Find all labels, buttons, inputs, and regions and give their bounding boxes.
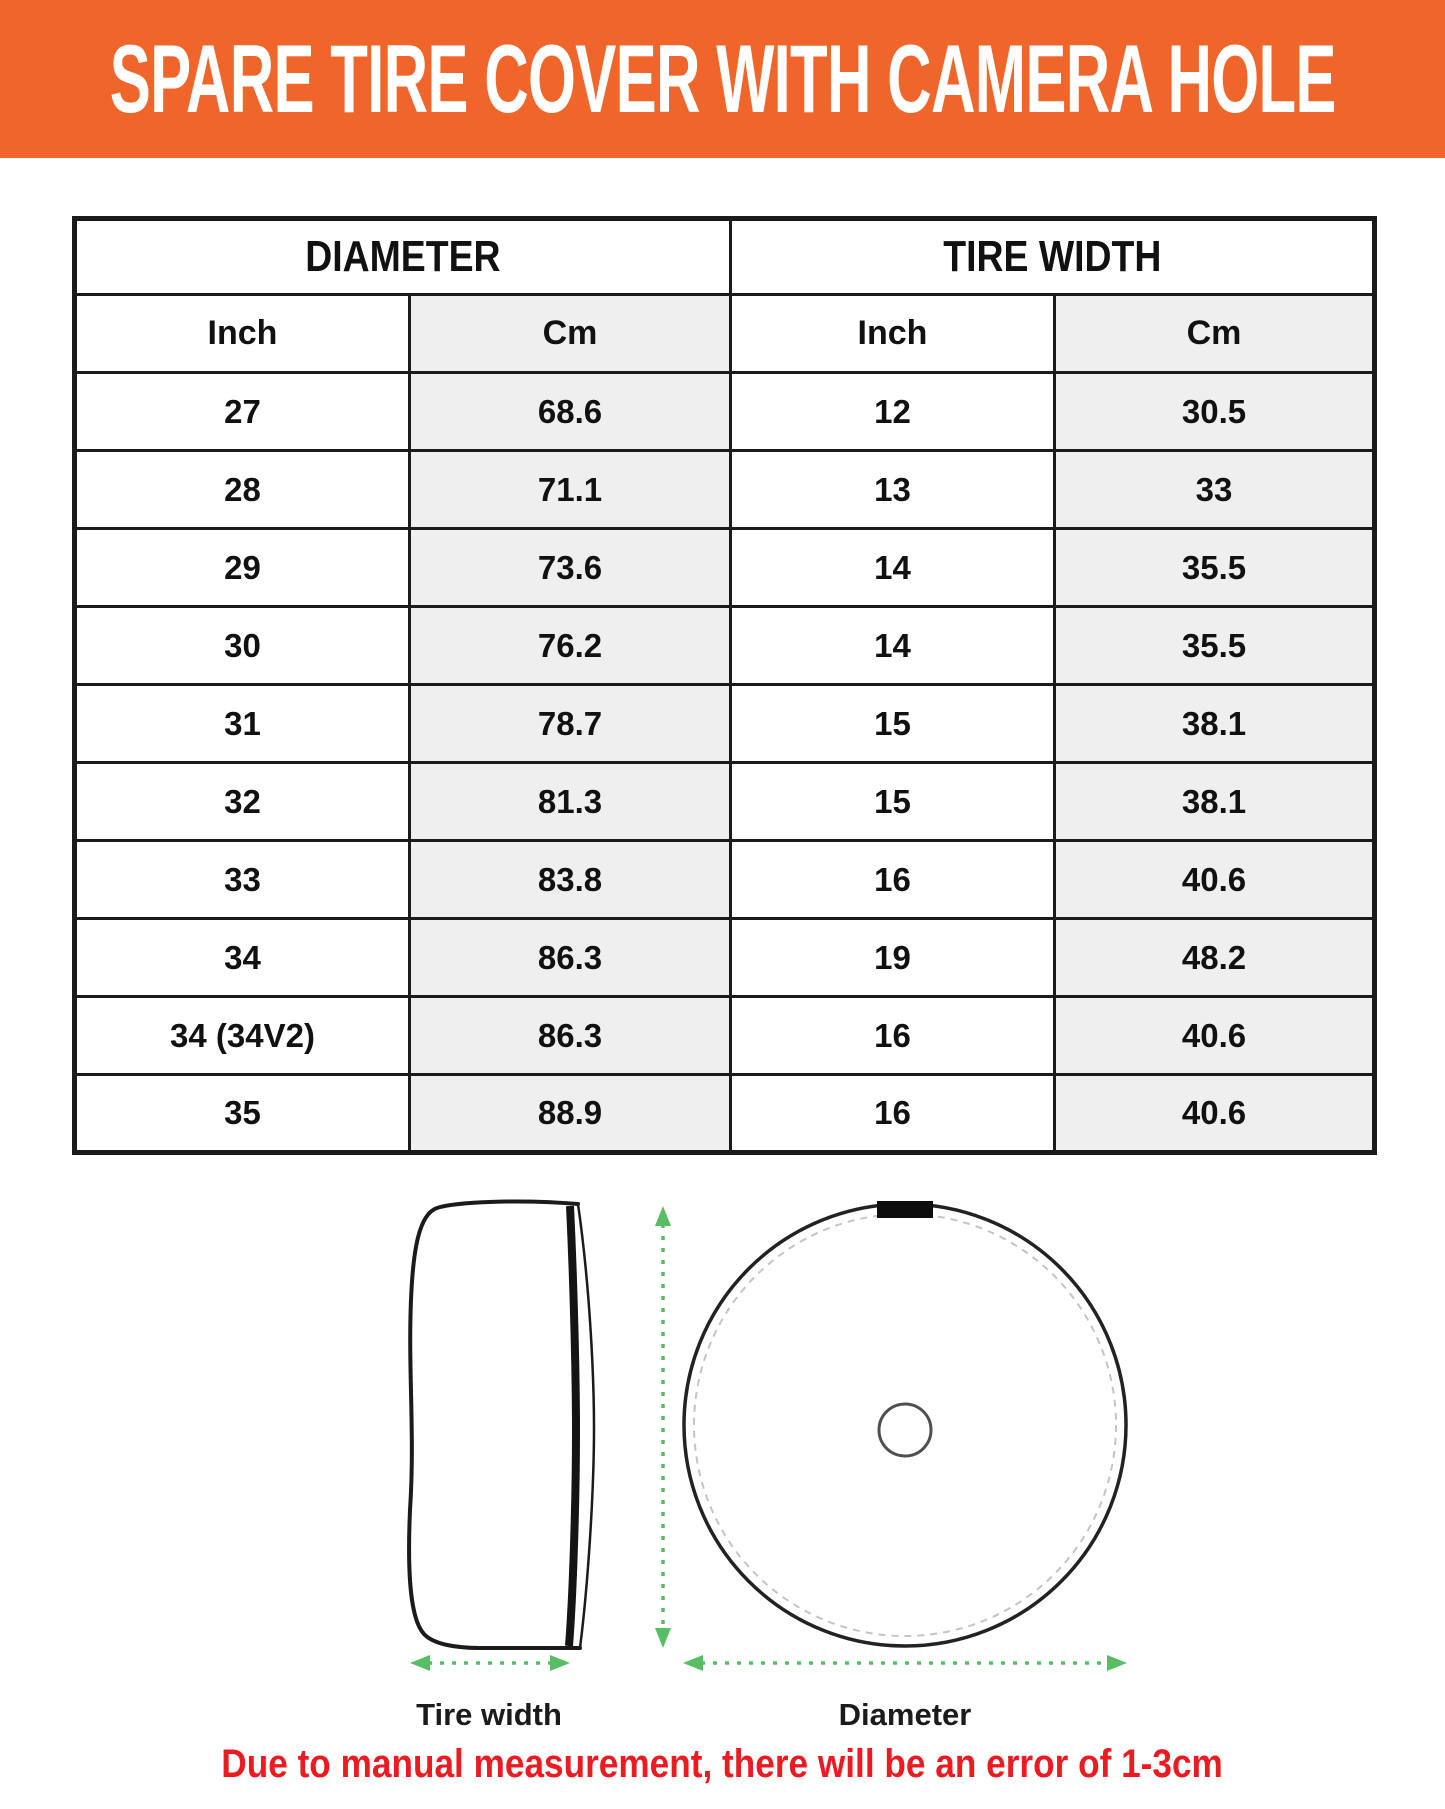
cell-inch: 27 bbox=[75, 373, 410, 451]
cell-cm: 38.1 bbox=[1055, 763, 1375, 841]
page-title: SPARE TIRE COVER WITH CAMERA HOLE bbox=[109, 23, 1336, 133]
cell-cm: 48.2 bbox=[1055, 919, 1375, 997]
cell-cm: 83.8 bbox=[410, 841, 731, 919]
cell-inch: 14 bbox=[731, 529, 1055, 607]
cell-inch: 16 bbox=[731, 1075, 1055, 1153]
cell-inch: 28 bbox=[75, 451, 410, 529]
cell-inch: 35 bbox=[75, 1075, 410, 1153]
cell-cm: 40.6 bbox=[1055, 997, 1375, 1075]
diameter-horizontal-arrow bbox=[683, 1655, 1127, 1671]
cell-cm: 68.6 bbox=[410, 373, 731, 451]
cell-cm: 86.3 bbox=[410, 997, 731, 1075]
size-chart-table bbox=[72, 216, 1377, 1155]
cell-cm: 40.6 bbox=[1055, 841, 1375, 919]
cell-inch: 14 bbox=[731, 607, 1055, 685]
cell-inch: 16 bbox=[731, 997, 1055, 1075]
group-header-diameter bbox=[75, 219, 731, 295]
table-row bbox=[75, 607, 1375, 685]
table-row bbox=[75, 685, 1375, 763]
tire-diagram bbox=[0, 1180, 1445, 1800]
measurement-disclaimer-text: Due to manual measurement, there will be an error of 1-3cm bbox=[221, 1742, 1224, 1786]
measurement-disclaimer bbox=[0, 1742, 1445, 1787]
column-header-row bbox=[75, 295, 1375, 373]
cell-inch: 19 bbox=[731, 919, 1055, 997]
cell-inch: 15 bbox=[731, 685, 1055, 763]
col-header-width-inch: Inch bbox=[731, 295, 1055, 373]
cell-cm: 73.6 bbox=[410, 529, 731, 607]
cell-cm: 30.5 bbox=[1055, 373, 1375, 451]
cell-inch: 16 bbox=[731, 841, 1055, 919]
table-row bbox=[75, 1075, 1375, 1153]
cover-top-tab bbox=[877, 1201, 933, 1218]
col-header-width-cm: Cm bbox=[1055, 295, 1375, 373]
table-row bbox=[75, 529, 1375, 607]
cell-cm: 76.2 bbox=[410, 607, 731, 685]
cell-cm: 88.9 bbox=[410, 1075, 731, 1153]
cell-inch: 31 bbox=[75, 685, 410, 763]
cell-inch: 32 bbox=[75, 763, 410, 841]
tire-width-label: Tire width bbox=[416, 1697, 562, 1732]
cell-inch: 29 bbox=[75, 529, 410, 607]
banner bbox=[0, 0, 1445, 158]
group-header-tire-width-label: TIRE WIDTH bbox=[942, 232, 1162, 281]
col-header-diameter-cm: Cm bbox=[410, 295, 731, 373]
cell-cm: 35.5 bbox=[1055, 607, 1375, 685]
cell-cm: 86.3 bbox=[410, 919, 731, 997]
group-header-diameter-label: DIAMETER bbox=[305, 232, 501, 281]
tire-front-view-drawing bbox=[684, 1201, 1126, 1646]
cell-cm: 33 bbox=[1055, 451, 1375, 529]
group-header-tire-width bbox=[731, 219, 1375, 295]
table-row bbox=[75, 373, 1375, 451]
cell-inch: 30 bbox=[75, 607, 410, 685]
cell-cm: 81.3 bbox=[410, 763, 731, 841]
table-row bbox=[75, 451, 1375, 529]
table-row bbox=[75, 997, 1375, 1075]
tire-side-view-drawing bbox=[409, 1201, 594, 1648]
table-row bbox=[75, 841, 1375, 919]
cell-inch: 34 (34V2) bbox=[75, 997, 410, 1075]
cell-cm: 40.6 bbox=[1055, 1075, 1375, 1153]
cell-inch: 33 bbox=[75, 841, 410, 919]
cell-cm: 78.7 bbox=[410, 685, 731, 763]
cell-inch: 15 bbox=[731, 763, 1055, 841]
camera-hole bbox=[879, 1404, 931, 1456]
diameter-label: Diameter bbox=[838, 1697, 972, 1732]
cell-inch: 12 bbox=[731, 373, 1055, 451]
cell-cm: 71.1 bbox=[410, 451, 731, 529]
group-header-row bbox=[75, 219, 1375, 295]
col-header-diameter-inch: Inch bbox=[75, 295, 410, 373]
table-row bbox=[75, 763, 1375, 841]
table-row bbox=[75, 919, 1375, 997]
cell-inch: 13 bbox=[731, 451, 1055, 529]
diameter-vertical-arrow bbox=[655, 1206, 671, 1648]
cell-inch: 34 bbox=[75, 919, 410, 997]
cell-cm: 38.1 bbox=[1055, 685, 1375, 763]
tire-width-arrow bbox=[410, 1655, 570, 1671]
cell-cm: 35.5 bbox=[1055, 529, 1375, 607]
